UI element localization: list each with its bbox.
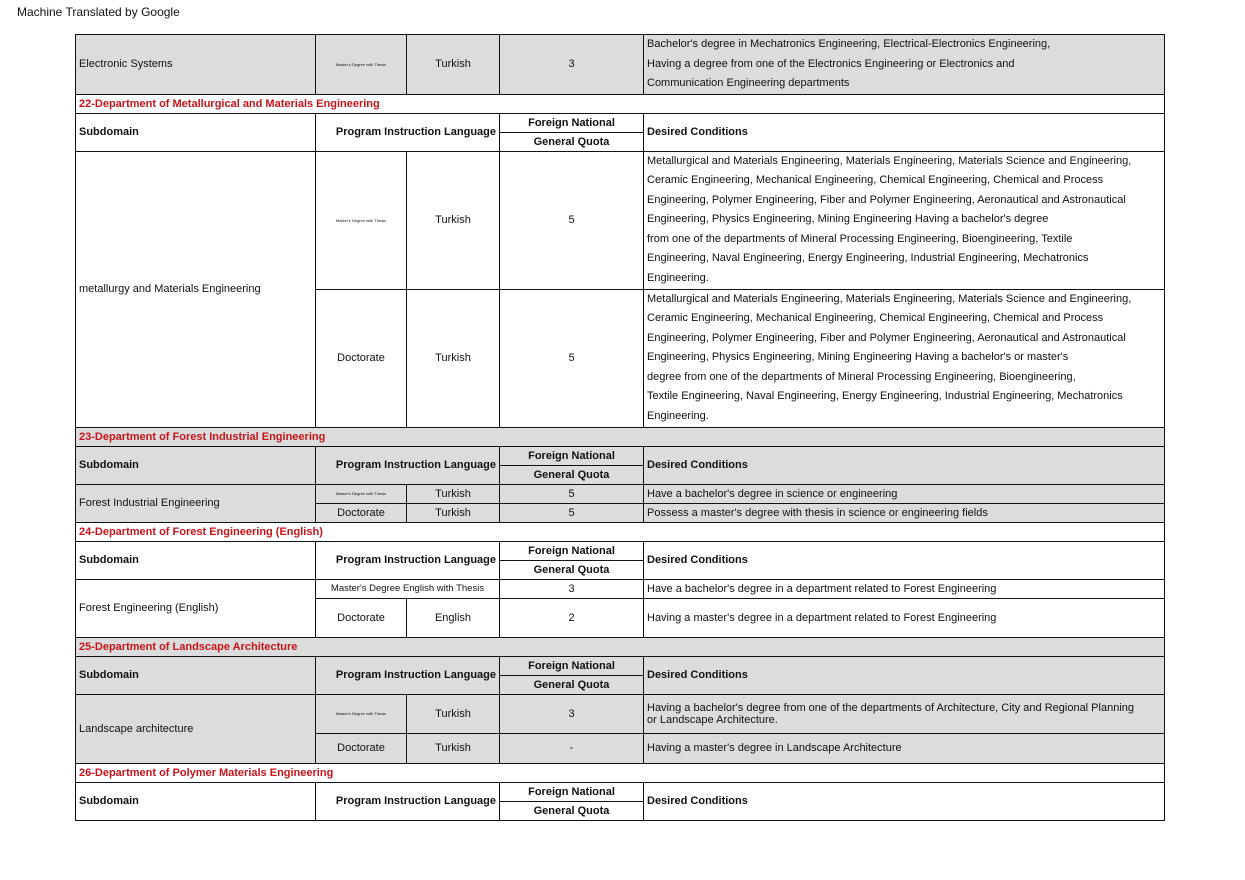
- department-title: 23-Department of Forest Industrial Engineering: [76, 427, 1165, 446]
- conditions-header: Desired Conditions: [644, 113, 1165, 151]
- condition-line: degree from one of the departments of Mineral Processing Engineering, Bioengineering,: [647, 370, 1076, 383]
- desired-conditions-cell: [644, 151, 1165, 289]
- conditions-header: Desired Conditions: [644, 656, 1165, 694]
- language-cell: Turkish: [407, 694, 500, 733]
- desired-conditions-cell: [644, 289, 1165, 427]
- language-cell: Turkish: [407, 484, 500, 503]
- department-title-row: [76, 522, 1165, 541]
- program-cell: Doctorate: [316, 733, 407, 763]
- quota-cell: 5: [500, 484, 644, 503]
- desired-conditions-cell: [644, 503, 1165, 522]
- condition-line: Textile Engineering, Naval Engineering, Energy Engineering, Industrial Engineering, Mechatronics: [647, 390, 1123, 403]
- condition-line: Having a bachelor's degree from one of the departments of Architecture, City and Regional Planning: [647, 701, 1134, 714]
- department-title-row: [76, 637, 1165, 656]
- quota-cell: 5: [500, 151, 644, 289]
- condition-line: Engineering, Physics Engineering, Mining Engineering Having a bachelor's or master's: [647, 351, 1069, 364]
- department-title-row: [76, 763, 1165, 782]
- condition-line: Ceramic Engineering, Mechanical Engineering, Chemical Engineering, Chemical and Process: [647, 312, 1104, 325]
- quota-cell: 3: [500, 35, 644, 95]
- subdomain-header: Subdomain: [76, 113, 316, 151]
- machine-translation-banner: Machine Translated by Google: [17, 5, 180, 19]
- language-cell: Turkish: [407, 35, 500, 95]
- department-title: 24-Department of Forest Engineering (English): [76, 522, 1165, 541]
- condition-line: Having a master's degree in a department related to Forest Engineering: [647, 611, 997, 624]
- program-cell: Master's Degree with Thesis: [316, 35, 407, 95]
- language-header: Program Instruction Language: [316, 782, 500, 820]
- quota-cell: 5: [500, 503, 644, 522]
- condition-line: Have a bachelor's degree in a department related to Forest Engineering: [647, 582, 997, 595]
- language-cell: Turkish: [407, 503, 500, 522]
- condition-line: Engineering.: [647, 409, 709, 422]
- subdomain-cell: Forest Engineering (English): [76, 579, 316, 637]
- condition-line: Having a master's degree in Landscape Architecture: [647, 742, 902, 754]
- condition-line: Ceramic Engineering, Mechanical Engineering, Chemical Engineering, Chemical and Process: [647, 174, 1104, 187]
- conditions-header: Desired Conditions: [644, 782, 1165, 820]
- condition-line: Engineering, Physics Engineering, Mining Engineering Having a bachelor's degree: [647, 213, 1049, 226]
- subdomain-cell: metallurgy and Materials Engineering: [76, 151, 316, 427]
- condition-line: or Landscape Architecture.: [647, 713, 778, 726]
- quota-header-bottom: General Quota: [500, 560, 644, 579]
- desired-conditions-cell: [644, 579, 1165, 598]
- subdomain-header: Subdomain: [76, 541, 316, 579]
- department-title-row: [76, 94, 1165, 113]
- header-row: [76, 446, 1165, 465]
- program-cell: Master's Degree with Thesis: [316, 694, 407, 733]
- header-row: [76, 541, 1165, 560]
- program-cell: Doctorate: [316, 598, 407, 637]
- table-row: [76, 35, 1165, 95]
- condition-line: Having a degree from one of the Electronics Engineering or Electronics and: [647, 57, 1015, 70]
- condition-line: Metallurgical and Materials Engineering, Materials Engineering, Materials Science and Engineering,: [647, 292, 1132, 305]
- table-row: [76, 694, 1165, 733]
- department-title-row: [76, 427, 1165, 446]
- desired-conditions-cell: [644, 694, 1165, 733]
- quota-header-bottom: General Quota: [500, 132, 644, 151]
- quota-header-bottom: General Quota: [500, 801, 644, 820]
- program-cell: Doctorate: [316, 503, 407, 522]
- header-row: [76, 113, 1165, 132]
- language-header: Program Instruction Language: [316, 541, 500, 579]
- language-cell: Turkish: [407, 151, 500, 289]
- condition-line: from one of the departments of Mineral Processing Engineering, Bioengineering, Textile: [647, 232, 1073, 245]
- condition-line: Metallurgical and Materials Engineering, Materials Engineering, Materials Science and Engineering,: [647, 154, 1132, 167]
- table-row: [76, 579, 1165, 598]
- language-cell: Turkish: [407, 289, 500, 427]
- quota-cell: 3: [500, 694, 644, 733]
- program-cell: Doctorate: [316, 289, 407, 427]
- program-cell: Master's Degree with Thesis: [316, 151, 407, 289]
- quota-header-top: Foreign National: [500, 446, 644, 465]
- quota-header-top: Foreign National: [500, 656, 644, 675]
- language-cell: Turkish: [407, 733, 500, 763]
- department-title: 26-Department of Polymer Materials Engineering: [76, 763, 1165, 782]
- subdomain-cell: Electronic Systems: [76, 35, 316, 95]
- condition-line: Possess a master's degree with thesis in science or engineering fields: [647, 506, 988, 519]
- table-row: [76, 484, 1165, 503]
- subdomain-header: Subdomain: [76, 782, 316, 820]
- quota-cell: 3: [500, 579, 644, 598]
- condition-line: Communication Engineering departments: [647, 77, 850, 89]
- program-cell: Master's Degree English with Thesis: [316, 579, 500, 598]
- header-row: [76, 782, 1165, 801]
- quota-cell: 2: [500, 598, 644, 637]
- condition-line: Engineering, Polymer Engineering, Fiber and Polymer Engineering, Aeronautical and Astronautical: [647, 331, 1126, 344]
- quota-cell: 5: [500, 289, 644, 427]
- condition-line: Have a bachelor's degree in science or engineering: [647, 487, 898, 500]
- language-header: Program Instruction Language: [316, 446, 500, 484]
- table-row: [76, 151, 1165, 289]
- subdomain-header: Subdomain: [76, 656, 316, 694]
- condition-line: Bachelor's degree in Mechatronics Engineering, Electrical-Electronics Engineering,: [647, 38, 1051, 50]
- header-row: [76, 656, 1165, 675]
- language-header: Program Instruction Language: [316, 113, 500, 151]
- quota-header-bottom: General Quota: [500, 465, 644, 484]
- subdomain-cell: Landscape architecture: [76, 694, 316, 763]
- language-cell: English: [407, 598, 500, 637]
- desired-conditions-cell: [644, 35, 1165, 95]
- conditions-header: Desired Conditions: [644, 446, 1165, 484]
- department-title: 25-Department of Landscape Architecture: [76, 637, 1165, 656]
- desired-conditions-cell: [644, 733, 1165, 763]
- conditions-header: Desired Conditions: [644, 541, 1165, 579]
- quota-header-top: Foreign National: [500, 541, 644, 560]
- program-cell: Master's Degree with Thesis: [316, 484, 407, 503]
- quota-header-bottom: General Quota: [500, 675, 644, 694]
- department-title: 22-Department of Metallurgical and Materials Engineering: [76, 94, 1165, 113]
- graduate-programs-table: [75, 34, 1165, 821]
- desired-conditions-cell: [644, 484, 1165, 503]
- desired-conditions-cell: [644, 598, 1165, 637]
- quota-header-top: Foreign National: [500, 113, 644, 132]
- subdomain-header: Subdomain: [76, 446, 316, 484]
- condition-line: Engineering, Polymer Engineering, Fiber and Polymer Engineering, Aeronautical and Astronautical: [647, 193, 1126, 206]
- language-header: Program Instruction Language: [316, 656, 500, 694]
- quota-header-top: Foreign National: [500, 782, 644, 801]
- quota-cell: -: [500, 733, 644, 763]
- subdomain-cell: Forest Industrial Engineering: [76, 484, 316, 522]
- condition-line: Engineering.: [647, 271, 709, 284]
- condition-line: Engineering, Naval Engineering, Energy Engineering, Industrial Engineering, Mechatronics: [647, 252, 1089, 265]
